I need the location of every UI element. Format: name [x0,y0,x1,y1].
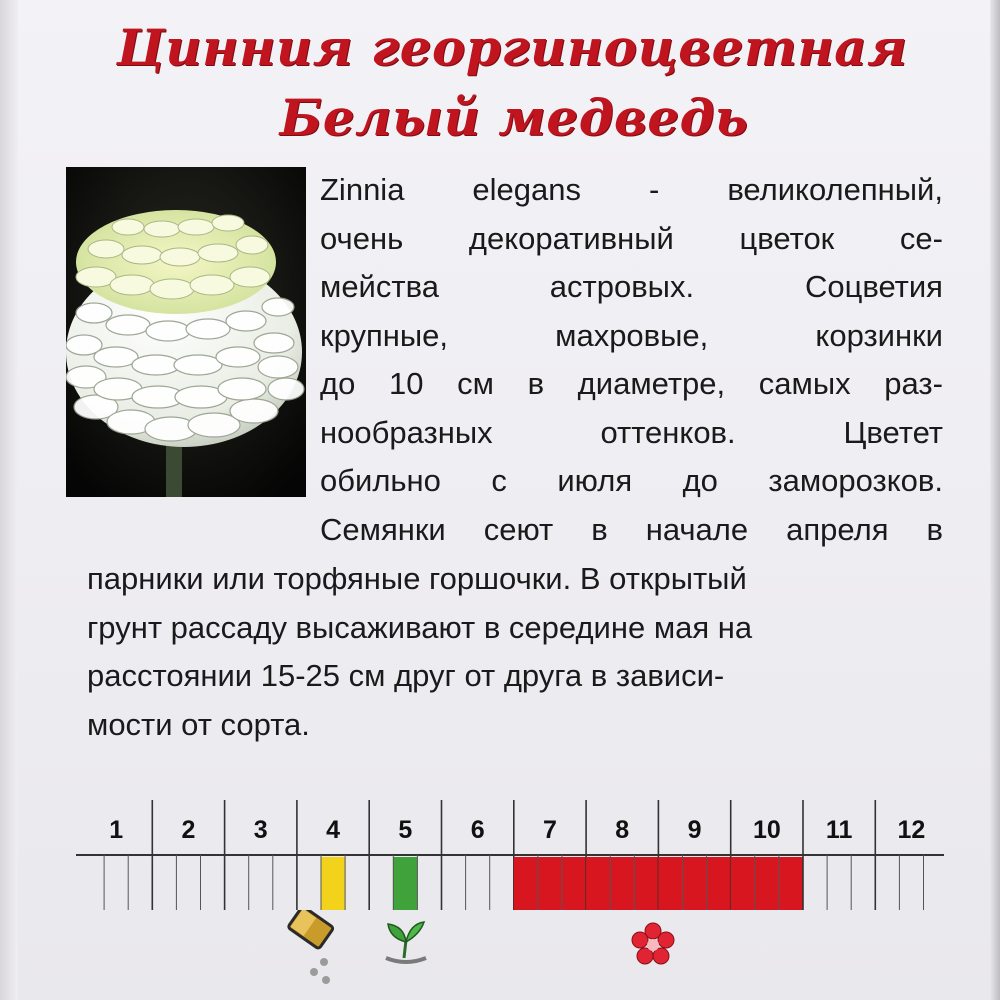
desc-word: 10 [388,366,424,401]
desc-word: корзинки [815,317,943,353]
desc-word: в [591,511,608,547]
month-label: 2 [181,816,196,844]
month-label: 6 [470,816,485,844]
desc-word: мейства [320,269,439,304]
zinnia-illustration [66,167,306,497]
month-label: 12 [897,816,926,844]
flower-icon [630,922,676,973]
desc-line [320,409,943,458]
sowing-bar [321,857,345,910]
desc-word: Семянки [320,511,446,547]
desc-word: июля [557,463,633,498]
month-label: 8 [615,816,630,844]
month-label: 9 [687,816,702,844]
description-right [320,166,943,554]
desc-line [320,360,943,409]
desc-word: до [320,366,356,401]
desc-word: сеют [483,511,554,547]
flower-photo [66,167,306,497]
title-line-2: Белый медведь [279,88,749,147]
desc-line [320,312,943,361]
seed-bag-icon [284,910,344,995]
desc-word: крупные, [320,317,448,353]
desc-line [320,166,943,215]
month-label: 4 [326,816,341,844]
desc-line [320,215,943,264]
desc-word: в [527,366,545,401]
planting-bar [393,857,417,910]
desc-word: начале [645,511,749,547]
desc-word: заморозков. [768,463,943,498]
desc-word: диаметре, [577,366,726,401]
desc-word: см [457,366,494,401]
calendar-grid [76,800,944,920]
title-line-1: Цинния георгиноцветная [116,18,908,77]
month-label: 1 [109,816,124,844]
desc-word: декоративный [468,220,674,256]
month-label: 3 [253,816,268,844]
seedling-icon [380,918,432,973]
desc-word: Соцветия [804,269,943,304]
desc-line: расстоянии 15-25 см друг от друга в зависи- [87,658,725,693]
desc-word: - [649,172,660,207]
desc-line: парники или торфяные горшочки. В открытый [87,561,747,596]
desc-word: очень [320,220,404,256]
desc-word: се- [899,220,943,256]
description-full [87,555,943,749]
desc-word: Цветет [843,414,943,450]
desc-word: оттенков. [600,414,736,450]
packet-left-edge [0,0,18,1000]
month-label: 7 [542,816,557,844]
packet-right-edge [990,0,1000,1000]
desc-word: цветок [739,220,835,256]
desc-word: нообразных [320,414,493,450]
month-label: 5 [398,816,413,844]
desc-word: астровых. [549,269,695,304]
desc-word: великолепный, [727,172,943,207]
flowering-bar [514,857,586,910]
desc-word: elegans [472,172,582,207]
desc-line [320,506,943,555]
desc-word: обильно [320,463,441,498]
desc-line [320,457,943,506]
desc-line: мости от сорта. [87,706,310,742]
desc-word: Zinnia [320,172,405,207]
desc-word: самых [758,366,851,401]
flowering-bar [731,857,803,910]
month-label: 11 [825,816,853,844]
desc-word: до [682,463,718,498]
desc-line [320,263,943,312]
sowing-calendar [76,800,944,920]
desc-word: махровые, [555,317,709,353]
desc-word: с [491,463,507,498]
desc-word: в [926,511,943,547]
desc-word: апреля [786,511,889,547]
desc-line: грунт рассаду высаживают в середине мая на [87,609,753,645]
month-label: 10 [752,816,781,844]
flowering-bar [658,857,730,910]
flowering-bar [586,857,658,910]
desc-word: раз- [884,366,943,401]
